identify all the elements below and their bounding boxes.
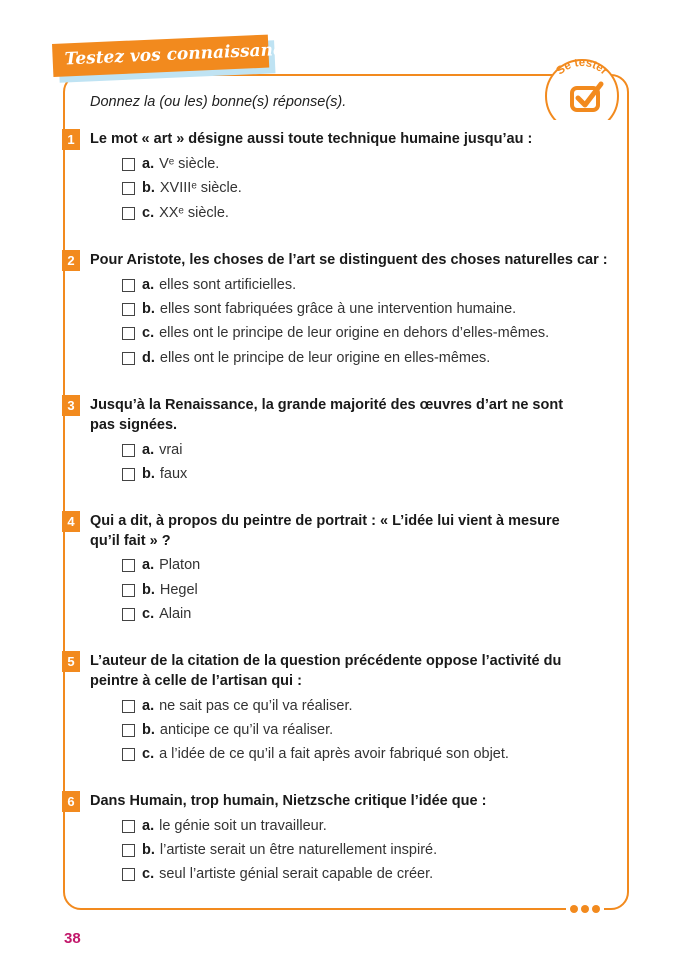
option-a[interactable]: [122, 696, 353, 716]
option-text: Vᵉ siècle.: [159, 156, 220, 172]
option-text: faux: [159, 466, 188, 482]
option-c[interactable]: [122, 203, 229, 223]
option-text: Alain: [159, 606, 192, 622]
checkbox[interactable]: [122, 468, 135, 481]
option-text: anticipe ce qu’il va réaliser.: [159, 722, 334, 738]
checkbox[interactable]: [122, 559, 135, 572]
option-b[interactable]: [122, 580, 198, 600]
option-d[interactable]: [122, 348, 490, 368]
instruction-text: Donnez la (ou les) bonne(s) réponse(s).: [90, 94, 347, 110]
checkbox[interactable]: [122, 303, 135, 316]
quiz-frame: [63, 74, 629, 910]
option-b[interactable]: [122, 464, 187, 484]
option-text: le génie soit un travailleur.: [159, 818, 327, 834]
question-text: Pour Aristote, les choses de l’art se distinguent des choses naturelles car :: [90, 252, 608, 268]
question-text: Le mot « art » désigne aussi toute technique humaine jusqu’au :: [90, 131, 533, 147]
option-c[interactable]: [122, 604, 191, 624]
option-a[interactable]: [122, 816, 327, 836]
option-label: b.: [142, 301, 155, 317]
option-label: c.: [142, 205, 155, 221]
option-label: c.: [142, 606, 155, 622]
option-text: Platon: [159, 557, 201, 573]
option-text: l’artiste serait un être naturellement inspiré.: [159, 842, 438, 858]
option-label: b.: [142, 582, 155, 598]
option-label: c.: [142, 746, 155, 762]
question-text: Jusqu’à la Renaissance, la grande majorité des œuvres d’art ne sont pas signées.: [90, 397, 564, 433]
option-label: a.: [142, 557, 155, 573]
option-b[interactable]: [122, 178, 242, 198]
option-text: Hegel: [159, 582, 198, 598]
option-label: b.: [142, 466, 155, 482]
banner-title: Testez vos connaissances: [52, 35, 269, 77]
option-a[interactable]: [122, 275, 296, 295]
option-label: a.: [142, 818, 155, 834]
option-label: c.: [142, 866, 155, 882]
option-b[interactable]: [122, 840, 437, 860]
option-label: a.: [142, 698, 155, 714]
option-c[interactable]: [122, 744, 509, 764]
option-c[interactable]: [122, 323, 549, 343]
se-tester-badge: [540, 48, 622, 120]
option-a[interactable]: [122, 440, 182, 460]
option-b[interactable]: [122, 299, 516, 319]
question-text: Dans Humain, trop humain, Nietzsche critique l’idée que :: [90, 793, 487, 809]
checkbox[interactable]: [122, 700, 135, 713]
option-b[interactable]: [122, 720, 333, 740]
checkbox[interactable]: [122, 279, 135, 292]
option-label: a.: [142, 156, 155, 172]
option-text: seul l’artiste génial serait capable de créer.: [159, 866, 434, 882]
badge-text: Se tester: [554, 56, 610, 78]
option-label: b.: [142, 842, 155, 858]
question-number: 2: [62, 250, 80, 271]
checkbox[interactable]: [122, 182, 135, 195]
question-text: Qui a dit, à propos du peintre de portrait : « L’idée lui vient à mesure qu’il fait » ?: [90, 513, 560, 549]
option-text: XVIIIᵉ siècle.: [159, 180, 242, 196]
checkbox[interactable]: [122, 868, 135, 881]
question-number: 1: [62, 129, 80, 150]
checkbox[interactable]: [122, 207, 135, 220]
checkbox[interactable]: [122, 327, 135, 340]
option-label: a.: [142, 442, 155, 458]
option-label: a.: [142, 277, 155, 293]
question-number: 4: [62, 511, 80, 532]
page-number: 38: [64, 930, 81, 947]
option-text: XXᵉ siècle.: [159, 205, 229, 221]
checkbox[interactable]: [122, 444, 135, 457]
option-text: a l’idée de ce qu’il a fait après avoir fabriqué son objet.: [159, 746, 509, 762]
option-text: elles ont le principe de leur origine en elles-mêmes.: [159, 350, 491, 366]
question-text: L’auteur de la citation de la question précédente oppose l’activité du peintre à celle de l’artisan qui :: [90, 653, 562, 689]
checkbox[interactable]: [122, 748, 135, 761]
option-label: b.: [142, 722, 155, 738]
option-text: elles ont le principe de leur origine en dehors d’elles-mêmes.: [159, 325, 550, 341]
option-text: ne sait pas ce qu’il va réaliser.: [159, 698, 353, 714]
question-number: 5: [62, 651, 80, 672]
option-text: elles sont fabriquées grâce à une intervention humaine.: [159, 301, 517, 317]
option-text: vrai: [159, 442, 183, 458]
option-a[interactable]: [122, 555, 200, 575]
question-number: 6: [62, 791, 80, 812]
option-a[interactable]: [122, 154, 219, 174]
checkbox[interactable]: [122, 820, 135, 833]
question-number: 3: [62, 395, 80, 416]
checkbox[interactable]: [122, 724, 135, 737]
option-label: b.: [142, 180, 155, 196]
checkbox[interactable]: [122, 608, 135, 621]
checkbox[interactable]: [122, 584, 135, 597]
option-label: c.: [142, 325, 155, 341]
checkbox[interactable]: [122, 158, 135, 171]
checkbox[interactable]: [122, 844, 135, 857]
option-c[interactable]: [122, 864, 433, 884]
option-text: elles sont artificielles.: [159, 277, 297, 293]
option-label: d.: [142, 350, 155, 366]
decorative-dots: [566, 904, 604, 914]
checkbox[interactable]: [122, 352, 135, 365]
